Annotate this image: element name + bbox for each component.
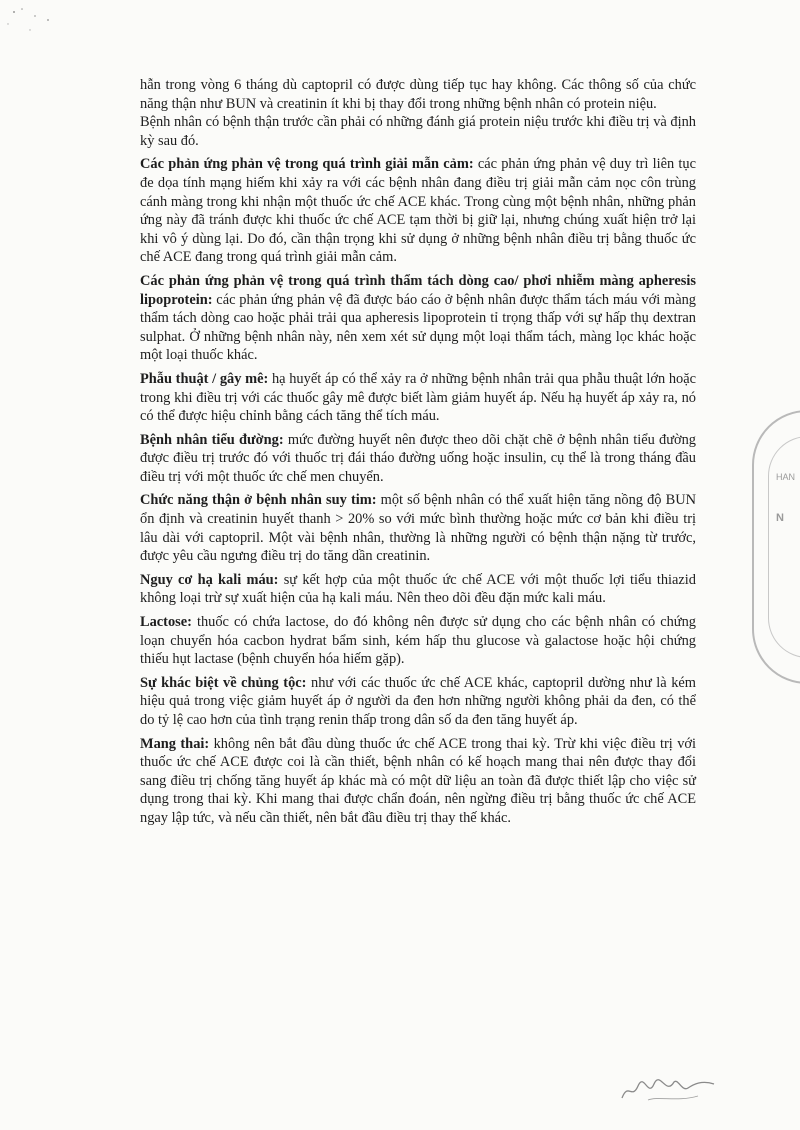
paragraph-heading: Nguy cơ hạ kali máu: <box>140 571 279 588</box>
paragraph-text: Bệnh nhân có bệnh thận trước cần phải có những đánh giá protein niệu trước khi điều trị và định kỳ sau đó. <box>140 114 696 149</box>
paragraph-text: hẫn trong vòng 6 tháng dù captopril có được dùng tiếp tục hay không. Các thông số của chức năng thận như BUN và creatinin ít khi bị thay đổi trong những bệnh nhân có protein niệu. <box>140 77 696 112</box>
paragraph-text: sự kết hợp của một thuốc ức chế ACE với một thuốc lợi tiểu thiazid không loại trừ sự xuất hiện của hạ kali máu. Nên theo dõi đều đặn mức kali máu. <box>140 571 696 607</box>
paragraph <box>140 155 696 267</box>
paragraph-text: thuốc có chứa lactose, do đó không nên được sử dụng cho các bệnh nhân có chứng loạn chuyển hóa cacbon hydrat bẩm sinh, kém hấp thu glucose và galactose hoặc hội chứng thiếu hụt lactase (bệnh chuyển hóa hiếm gặp). <box>140 614 696 668</box>
paragraph-text: các phản ứng phản vệ đã được báo cáo ở bệnh nhân được thẩm tách máu với màng thẩm tách dòng cao hoặc phải trải qua apheresis lipoprotein tỉ trọng thấp với sự hấp thụ dextran sulphat. Ở những bệnh nhân này, nên xem xét sử dụng một loại thẩm tách, màng lọc khác hoặc một loại thuốc khác. <box>140 291 696 364</box>
paragraph-heading: Chức năng thận ở bệnh nhân suy tim: <box>140 492 377 509</box>
paragraph <box>140 571 696 608</box>
stamp-text: HAN <box>776 472 796 482</box>
paragraph-text: không nên bắt đầu dùng thuốc ức chế ACE trong thai kỳ. Trừ khi việc điều trị với thuốc ức chế ACE được coi là cần thiết, bệnh nhân có kế hoạch mang thai nên được thay đổi sang điều trị chống tăng huyết áp khác mà có một dữ liệu an toàn đã được thiết lập cho việc sử dụng trong thai kỳ. Khi mang thai được chẩn đoán, nên ngừng điều trị bằng thuốc ức chế ACE ngay lập tức, và nếu cần thiết, nên bắt đầu điều trị thay thế khác. <box>140 735 696 826</box>
paragraph <box>140 272 696 365</box>
paragraph-text: các phản ứng phản vệ duy trì liên tục đe dọa tính mạng hiếm khi xảy ra với các bệnh nhân đang điều trị giải mẫn cảm nọc côn trùng cánh màng trong khi nhận một thuốc ức chế ACE khác. Trong cùng một bệnh nhân, những phản ứng này đã tránh được khi thuốc ức chế ACE tạm thời bị giữ lại, nhưng chúng xuất hiện trở lại khi vô ý dùng lại. Do đó, cần thận trọng khi sử dụng ở những bệnh nhân điều trị bằng thuốc ức chế ACE đang trong quá trình giải mẫn cảm. <box>140 156 696 266</box>
handwritten-signature <box>618 1070 728 1110</box>
paragraph-text: hạ huyết áp có thể xảy ra ở những bệnh nhân trải qua phẫu thuật lớn hoặc trong khi điều trị với các thuốc gây mê được biết làm giảm huyết áp. Nếu hạ huyết áp xảy ra, nó có thể được hiệu chỉnh bằng cách tăng thể tích máu. <box>140 370 696 425</box>
paragraph <box>140 113 696 150</box>
paragraph-heading: Các phản ứng phản vệ trong quá trình thẩm tách dòng cao/ phơi nhiễm màng apheresis lipoprotein: <box>140 272 696 308</box>
paragraph-heading: Các phản ứng phản vệ trong quá trình giải mẫn cảm: <box>140 156 474 173</box>
paragraph <box>140 431 696 487</box>
paragraph-heading: Sự khác biệt về chủng tộc: <box>140 674 307 691</box>
paragraph-heading: Bệnh nhân tiểu đường: <box>140 431 284 448</box>
official-stamp <box>752 410 800 684</box>
paragraph-heading: Phẫu thuật / gây mê: <box>140 370 269 387</box>
paragraph-text: mức đường huyết nên được theo dõi chặt chẽ ở bệnh nhân tiểu đường được điều trị trước đó với thuốc trị đái tháo đường uống hoặc insulin, cụ thể là trong tháng đầu điều trị với một thuốc ức chế men chuyển. <box>140 431 696 485</box>
paragraph <box>140 674 696 730</box>
paragraph-text: một số bệnh nhân có thể xuất hiện tăng nồng độ BUN ổn định và creatinin huyết thanh > 20% so với mức bình thường hoặc mức cơ bản khi điều trị lâu dài với captopril. Một vài bệnh nhân, thường là những người có bệnh thận nặng từ trước, được yêu cầu ngưng điều trị do tăng dần creatinin. <box>140 492 696 565</box>
paragraph-heading: Lactose: <box>140 614 192 631</box>
paragraph <box>140 613 696 669</box>
scan-specks <box>0 0 80 40</box>
stamp-text: N <box>776 512 784 524</box>
paragraph <box>140 735 696 828</box>
paragraph <box>140 76 696 113</box>
paragraph <box>140 370 696 426</box>
stamp-inner-ring <box>768 436 800 658</box>
paragraph-heading: Mang thai: <box>140 735 210 752</box>
paragraph-text: như với các thuốc ức chế ACE khác, captopril dường như là kém hiệu quả trong việc giảm huyết áp ở người da đen hơn những người không phải da đen, có thể do tỷ lệ cao hơn của tình trạng renin thấp trong dân số da đen tăng huyết áp. <box>140 674 696 728</box>
paragraph <box>140 491 696 565</box>
document-body <box>140 76 696 833</box>
